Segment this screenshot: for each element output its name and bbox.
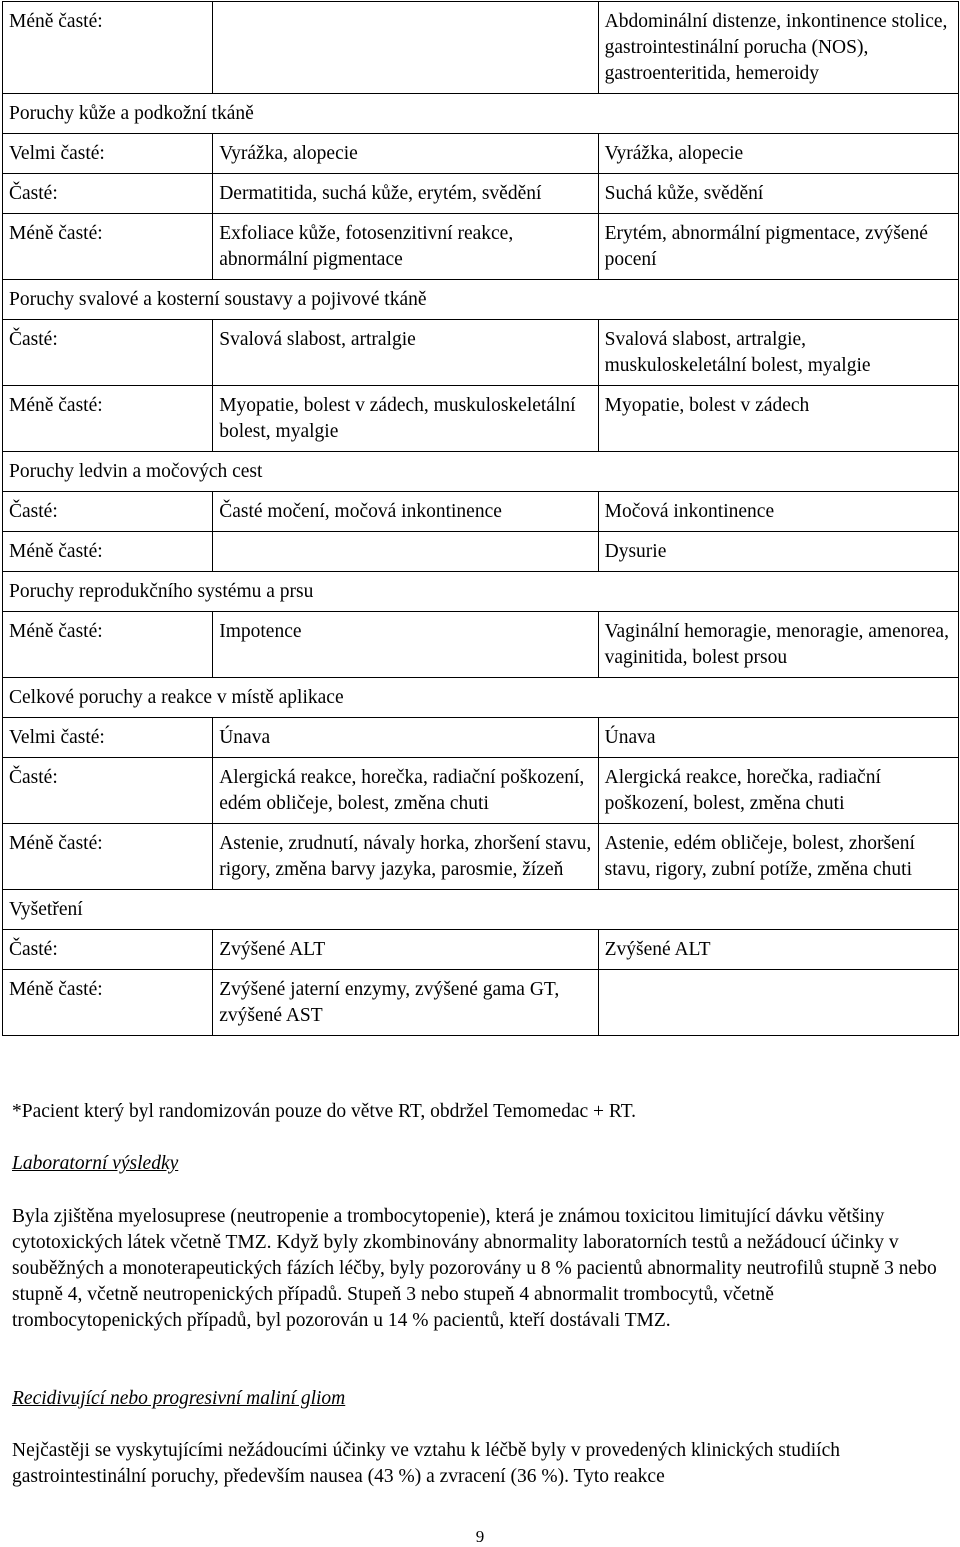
section-heading: Poruchy svalové a kosterní soustavy a pojivové tkáně <box>3 280 959 320</box>
frequency-cell: Méně časté: <box>3 214 213 280</box>
frequency-cell: Méně časté: <box>3 612 213 678</box>
frequency-cell: Časté: <box>3 758 213 824</box>
table-row <box>3 758 959 824</box>
table-row <box>3 320 959 386</box>
frequency-cell: Velmi časté: <box>3 134 213 174</box>
combined-phase-cell: Zvýšené jaterní enzymy, zvýšené gama GT, zvýšené AST <box>213 970 598 1036</box>
frequency-cell: Časté: <box>3 320 213 386</box>
frequency-cell: Časté: <box>3 174 213 214</box>
table-row <box>3 174 959 214</box>
table-row <box>3 824 959 890</box>
table-row <box>3 214 959 280</box>
table-row <box>3 930 959 970</box>
table-row <box>3 2 959 94</box>
section-row <box>3 280 959 320</box>
table-footnote: *Pacient který byl randomizován pouze do větve RT, obdržel Temomedac + RT. <box>12 1101 637 1122</box>
monotherapy-phase-cell: Erytém, abnormální pigmentace, zvýšené pocení <box>598 214 958 280</box>
combined-phase-cell: Svalová slabost, artralgie <box>213 320 598 386</box>
combined-phase-cell: Zvýšené ALT <box>213 930 598 970</box>
monotherapy-phase-cell: Vaginální hemoragie, menoragie, amenorea, vaginitida, bolest prsou <box>598 612 958 678</box>
monotherapy-phase-cell: Svalová slabost, artralgie, muskuloskeletální bolest, myalgie <box>598 320 958 386</box>
section-heading: Poruchy reprodukčního systému a prsu <box>3 572 959 612</box>
monotherapy-phase-cell: Dysurie <box>598 532 958 572</box>
table-row <box>3 134 959 174</box>
monotherapy-phase-cell: Zvýšené ALT <box>598 930 958 970</box>
table-row <box>3 970 959 1036</box>
table-row <box>3 532 959 572</box>
section-heading: Poruchy ledvin a močových cest <box>3 452 959 492</box>
frequency-cell: Časté: <box>3 930 213 970</box>
section-row <box>3 890 959 930</box>
monotherapy-phase-cell: Močová inkontinence <box>598 492 958 532</box>
recurrent-glioma-heading: Recidivující nebo progresivní maliní gliom <box>12 1388 346 1409</box>
recurrent-glioma-paragraph: Nejčastěji se vyskytujícími nežádoucími účinky ve vztahu k léčbě byly v provedených klinických studiích gastrointestinální poruchy, především nausea (43 %) a zvracení (36 %). Tyto reakce <box>12 1440 840 1487</box>
combined-phase-cell: Myopatie, bolest v zádech, muskuloskeletální bolest, myalgie <box>213 386 598 452</box>
combined-phase-cell: Dermatitida, suchá kůže, erytém, svědění <box>213 174 598 214</box>
section-heading: Vyšetření <box>3 890 959 930</box>
frequency-cell: Méně časté: <box>3 970 213 1036</box>
frequency-cell: Méně časté: <box>3 824 213 890</box>
frequency-cell: Méně časté: <box>3 2 213 94</box>
section-heading: Celkové poruchy a reakce v místě aplikace <box>3 678 959 718</box>
monotherapy-phase-cell: Vyrážka, alopecie <box>598 134 958 174</box>
combined-phase-cell <box>213 2 598 94</box>
page-number: 9 <box>475 1527 485 1546</box>
table-row <box>3 492 959 532</box>
combined-phase-cell: Vyrážka, alopecie <box>213 134 598 174</box>
combined-phase-cell: Alergická reakce, horečka, radiační poškození, edém obličeje, bolest, změna chuti <box>213 758 598 824</box>
combined-phase-cell: Únava <box>213 718 598 758</box>
monotherapy-phase-cell: Únava <box>598 718 958 758</box>
combined-phase-cell <box>213 532 598 572</box>
adverse-effects-table-body <box>3 2 959 1036</box>
section-row <box>3 678 959 718</box>
lab-results-heading: Laboratorní výsledky <box>12 1153 179 1174</box>
frequency-cell: Méně časté: <box>3 532 213 572</box>
frequency-cell: Velmi časté: <box>3 718 213 758</box>
section-row <box>3 452 959 492</box>
monotherapy-phase-cell: Astenie, edém obličeje, bolest, zhoršení stavu, rigory, zubní potíže, změna chuti <box>598 824 958 890</box>
frequency-cell: Méně časté: <box>3 386 213 452</box>
combined-phase-cell: Exfoliace kůže, fotosenzitivní reakce, abnormální pigmentace <box>213 214 598 280</box>
combined-phase-cell: Astenie, zrudnutí, návaly horka, zhoršení stavu, rigory, změna barvy jazyka, parosmie, žízeň <box>213 824 598 890</box>
section-heading: Poruchy kůže a podkožní tkáně <box>3 94 959 134</box>
lab-results-paragraph: Byla zjištěna myelosuprese (neutropenie a trombocytopenie), která je známou toxicitou limitující dávku většiny cytotoxických látek včetně TMZ. Když byly zkombinovány abnormality laboratorních testů a nežádoucí účinky v souběžných a monoterapeutických fázích léčby, byly pozorovány u 8 % pacientů abnormality neutrofilů stupně 3 nebo stupně 4, včetně neutropenických případů. Stupeň 3 nebo stupeň 4 abnormalit trombocytů, včetně trombocytopenických případů, byl pozorován u 14 % pacientů, kteří dostávali TMZ. <box>12 1206 937 1331</box>
monotherapy-phase-cell: Myopatie, bolest v zádech <box>598 386 958 452</box>
monotherapy-phase-cell: Suchá kůže, svědění <box>598 174 958 214</box>
monotherapy-phase-cell: Abdominální distenze, inkontinence stolice, gastrointestinální porucha (NOS), gastroenteritida, hemeroidy <box>598 2 958 94</box>
table-row <box>3 718 959 758</box>
monotherapy-phase-cell: Alergická reakce, horečka, radiační poškození, bolest, změna chuti <box>598 758 958 824</box>
table-row <box>3 386 959 452</box>
section-row <box>3 572 959 612</box>
combined-phase-cell: Časté močení, močová inkontinence <box>213 492 598 532</box>
combined-phase-cell: Impotence <box>213 612 598 678</box>
frequency-cell: Časté: <box>3 492 213 532</box>
table-row <box>3 612 959 678</box>
adverse-effects-table <box>2 1 959 1036</box>
section-row <box>3 94 959 134</box>
monotherapy-phase-cell <box>598 970 958 1036</box>
